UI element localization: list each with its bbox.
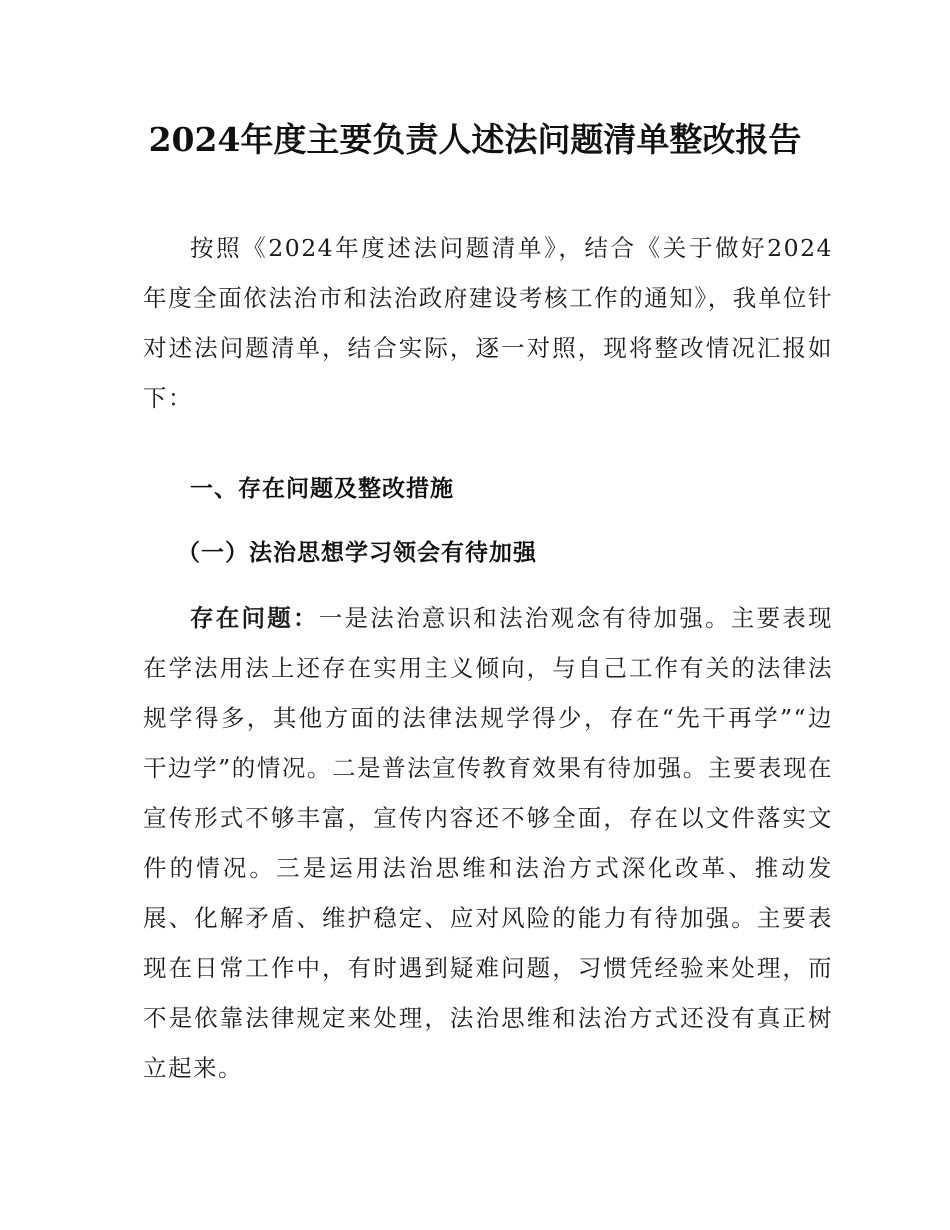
intro-paragraph: 按照《2024年度述法问题清单》，结合《关于做好2024年度全面依法治市和法治政府建设考核工作的通知》，我单位针对述法问题清单，结合实际，逐一对照，现将整改情况汇报如下： [143,234,833,412]
section-heading: 一、存在问题及整改措施 [190,476,454,502]
problem-paragraph [143,593,833,1093]
problem-label: 存在问题： [190,604,319,632]
problem-text: 一是法治意识和法治观念有待加强。主要表现在学法用法上还存在实用主义倾向，与自己工作有关的法律法规学得多，其他方面的法律法规学得少，存在“先干再学”“边干边学”的情况。二是普法宣传教育效果有待加强。主要表现在宣传形式不够丰富，宣传内容还不够全面，存在以文件落实文件的情况。三是运用法治思维和法治方式深化改革、推动发展、化解矛盾、维护稳定、应对风险的能力有待加强。主要表现在日常工作中，有时遇到疑难问题，习惯凭经验来处理，而不是依靠法律规定来处理，法治思维和法治方式还没有真正树立起来。 [143,604,833,1082]
document-title: 2024年度主要负责人述法问题清单整改报告 [148,120,802,159]
subsection-heading: （一）法治思想学习领会有待加强 [177,540,537,566]
